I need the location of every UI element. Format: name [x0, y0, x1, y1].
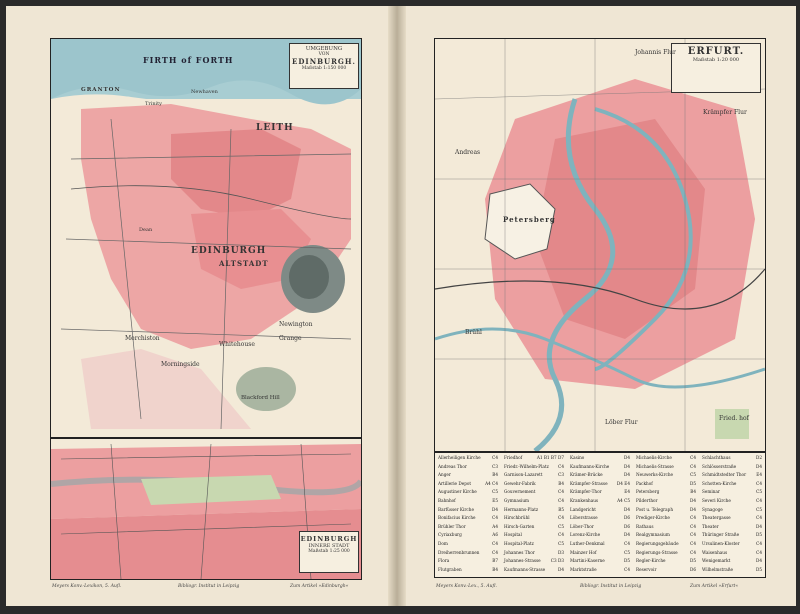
- legend-entry: [438, 541, 498, 546]
- legend-entry-name: Hermanns-Platz: [504, 506, 539, 512]
- legend-entry-name: Severi Kirche: [702, 498, 731, 503]
- legend-entry: [636, 507, 696, 512]
- legend-entry-grid: D5: [623, 558, 630, 564]
- legend-entry-grid: D4: [623, 455, 630, 460]
- edinburgh-title-box: [289, 43, 359, 89]
- edinburgh-inner-city-map: [50, 438, 362, 580]
- place-dean: Dean: [139, 227, 153, 233]
- legend-entry-grid: D6: [689, 566, 696, 572]
- erfurt-title: ERFURT.: [687, 46, 745, 57]
- place-newington: Newington: [279, 321, 313, 328]
- legend-entry: [702, 489, 762, 494]
- legend-entry-grid: C5: [558, 541, 564, 546]
- legend-entry: [504, 541, 564, 546]
- legend-entry-grid: C4: [690, 463, 696, 469]
- place-newhaven: Newhaven: [191, 89, 218, 95]
- legend-entry-grid: D4: [755, 463, 762, 469]
- legend-entry-grid: B4: [690, 489, 696, 495]
- edinburgh-map-graphics: [51, 39, 361, 437]
- legend-entry-name: Realgymnasium: [636, 532, 670, 538]
- right-footer-right: Zum Artikel »Erfurt«: [690, 584, 739, 589]
- legend-entry-name: Gymnasium: [504, 498, 530, 503]
- legend-entry-name: Schlachthaus: [702, 455, 731, 460]
- legend-entry: [702, 558, 762, 563]
- left-footer-right: Zum Artikel »Edinburgh«: [290, 584, 349, 589]
- legend-entry-name: Krämer-Brücke: [570, 472, 603, 478]
- place-blackford: Blackford Hill: [241, 395, 280, 401]
- legend-entry: [438, 567, 498, 572]
- legend-entry: [570, 532, 630, 537]
- legend-entry: [702, 524, 762, 529]
- legend-entry-name: Pilderthor: [636, 498, 658, 503]
- place-whitehouse: Whitehouse: [219, 341, 255, 348]
- legend-entry: [438, 498, 498, 503]
- legend-entry: [702, 455, 762, 460]
- legend-entry-grid: C4: [756, 549, 762, 555]
- legend-entry-name: Gewehr-Fabrik: [504, 480, 536, 486]
- legend-entry: [504, 507, 564, 512]
- legend-entry: [702, 481, 762, 486]
- legend-entry-name: Marktstraße: [570, 566, 597, 572]
- legend-entry-grid: A4 C5: [617, 498, 630, 503]
- legend-entry-grid: D4: [623, 532, 630, 538]
- legend-entry: [702, 498, 762, 503]
- inner-city-title-box: [299, 531, 359, 573]
- title-line1: UMGEBUNG: [305, 46, 343, 52]
- place-granton: GRANTON: [81, 87, 121, 93]
- legend-entry-grid: B7: [492, 558, 498, 564]
- legend-entry-grid: B4: [558, 480, 564, 486]
- legend-entry: [636, 498, 696, 503]
- legend-entry: [438, 550, 498, 555]
- legend-entry-name: Ursulinen-Kloster: [702, 541, 740, 546]
- legend-entry-grid: D5: [689, 558, 696, 564]
- legend-entry-name: Kaufmanns-Strasse: [504, 566, 546, 572]
- legend-entry-grid: C4: [690, 523, 696, 529]
- legend-entry-grid: D4: [689, 506, 696, 512]
- legend-entry-grid: E4: [756, 472, 762, 478]
- legend-entry-name: Flutgraben: [438, 566, 462, 572]
- legend-entry: [438, 455, 498, 460]
- legend-entry-grid: D4: [623, 472, 630, 478]
- legend-entry: [504, 489, 564, 494]
- legend-entry-name: Luther-Denkmal: [570, 541, 605, 546]
- legend-entry: [504, 558, 564, 563]
- legend-entry-grid: C5: [690, 472, 696, 478]
- legend-entry: [504, 567, 564, 572]
- legend-entry-grid: D5: [755, 566, 762, 572]
- legend-entry-name: Hospital: [504, 532, 522, 538]
- legend-entry: [504, 455, 564, 460]
- legend-entry-grid: C3 D3: [550, 558, 564, 564]
- legend-entry-name: Schmidtstedter Thor: [702, 472, 747, 478]
- legend-entry-name: Hirsch-Garten: [504, 523, 535, 529]
- legend-entry-name: Anger: [438, 472, 451, 478]
- legend-entry-name: Dreiherrenbrunnen: [438, 549, 480, 555]
- legend-entry-name: Löber-Thor: [570, 523, 594, 529]
- legend-entry-name: Kasino: [570, 455, 585, 460]
- legend-entry: [438, 472, 498, 477]
- legend-entry-grid: C4: [492, 455, 498, 460]
- legend-entry-grid: D6: [623, 523, 630, 529]
- place-loeber: Löber Flur: [605, 419, 638, 426]
- legend-entry-grid: C4: [690, 541, 696, 546]
- legend-entry: [570, 515, 630, 520]
- legend-entry: [702, 567, 762, 572]
- legend-entry: [636, 515, 696, 520]
- legend-entry: [570, 541, 630, 546]
- legend-entry-grid: C5: [756, 489, 762, 495]
- legend-entry: [636, 567, 696, 572]
- legend-entry: [504, 515, 564, 520]
- left-footer-left: Meyers Konv.-Lexikon, 5. Aufl.: [52, 584, 122, 589]
- legend-entry: [438, 507, 498, 512]
- legend-entry: [636, 524, 696, 529]
- legend-entry: [702, 515, 762, 520]
- legend-entry-grid: C4: [558, 498, 564, 503]
- legend-entry-grid: D4: [623, 463, 630, 469]
- legend-entry-grid: C4: [690, 515, 696, 521]
- legend-entry-grid: C5: [558, 523, 564, 529]
- legend-entry-name: Regierungsgebäude: [636, 541, 679, 546]
- legend-entry-name: Barfüsser Kirche: [438, 506, 474, 512]
- legend-entry-grid: C4: [690, 549, 696, 555]
- legend-entry-name: Regierungs-Strasse: [636, 549, 678, 555]
- legend-entry-grid: D4 E4: [616, 480, 630, 486]
- legend-entry-name: Landgericht: [570, 506, 596, 512]
- legend-entry-grid: C5: [624, 549, 630, 555]
- legend-entry-name: Mainzer Hof: [570, 549, 597, 555]
- legend-entry-name: Johannes-Strasse: [504, 558, 541, 564]
- place-friedhof: Fried. hof: [719, 415, 749, 422]
- inner-title-line1: EDINBURGH: [300, 535, 358, 543]
- legend-entry-name: Theatergasse: [702, 515, 731, 521]
- legend-entry-grid: C4: [624, 541, 630, 546]
- book-gutter: [388, 6, 406, 606]
- legend-entry-grid: C4: [558, 515, 564, 521]
- legend-entry: [702, 541, 762, 546]
- legend-entry-name: Post u. Telegraph: [636, 506, 674, 512]
- legend-entry-grid: C4: [756, 515, 762, 521]
- legend-entry-grid: D4: [623, 506, 630, 512]
- title-line3: EDINBURGH.: [292, 57, 356, 66]
- map-scale: Maßstab 1:150 000: [301, 66, 347, 71]
- edinburgh-surroundings-map: [50, 38, 362, 438]
- legend-entry: [702, 507, 762, 512]
- legend-entry-grid: D4: [755, 523, 762, 529]
- legend-entry: [636, 472, 696, 477]
- legend-entry-name: Allerheiligen Kirche: [438, 455, 481, 460]
- legend-entry-name: Hirschbrühl: [504, 515, 530, 521]
- legend-entry: [570, 481, 630, 486]
- legend-entry-grid: C4: [756, 541, 762, 546]
- legend-entry-name: Seminar: [702, 489, 720, 495]
- legend-entry: [438, 481, 498, 486]
- legend-entry: [636, 541, 696, 546]
- legend-entry-name: Lorenz-Kirche: [570, 532, 601, 538]
- legend-entry-name: Packhof: [636, 480, 653, 486]
- legend-entry-grid: B4: [492, 472, 498, 478]
- legend-entry-grid: C4: [492, 541, 498, 546]
- legend-entry: [438, 532, 498, 537]
- legend-entry: [570, 524, 630, 529]
- legend-entry-name: Flora: [438, 558, 450, 564]
- legend-entry-name: Prediger-Kirche: [636, 515, 670, 521]
- legend-entry-grid: C4: [558, 489, 564, 495]
- legend-entry-grid: A6: [492, 532, 498, 538]
- legend-entry: [570, 498, 630, 503]
- legend-entry-name: Schlösserstraße: [702, 463, 737, 469]
- legend-entry-grid: A4: [492, 523, 498, 529]
- legend-entry-name: Wilhelmstraße: [702, 566, 733, 572]
- left-footer-center: Bibliogr. Institut in Leipzig: [178, 584, 240, 589]
- legend-entry-name: Artillerie Depot: [438, 480, 472, 486]
- legend-entry-name: Bahnhof: [438, 498, 456, 503]
- legend-entry: [702, 550, 762, 555]
- legend-entry: [636, 455, 696, 460]
- legend-entry: [504, 472, 564, 477]
- legend-entry: [438, 464, 498, 469]
- legend-entry-grid: D3: [557, 549, 564, 555]
- legend-entry-name: Neuwerks-Kirche: [636, 472, 673, 478]
- legend-entry-grid: C4: [492, 515, 498, 521]
- legend-entry: [504, 481, 564, 486]
- place-kraempfer: Krämpfer Flur: [703, 109, 747, 116]
- legend-entry: [504, 550, 564, 555]
- legend-entry-grid: A4 C4: [485, 480, 498, 486]
- legend-entry: [570, 567, 630, 572]
- legend-entry-grid: C4: [690, 532, 696, 538]
- legend-entry: [438, 489, 498, 494]
- legend-entry-grid: C3: [492, 463, 498, 469]
- legend-entry: [636, 558, 696, 563]
- erfurt-title-box: [671, 43, 761, 93]
- right-footer-center: Bibliogr. Institut in Leipzig: [580, 584, 642, 589]
- legend-entry-name: Martini-Kaserne: [570, 558, 605, 564]
- legend-entry-name: Petersberg: [636, 489, 660, 495]
- legend-entry-name: Michaelis-Kirche: [636, 455, 672, 460]
- legend-entry-grid: C4: [624, 566, 630, 572]
- legend-entry-grid: D4: [557, 566, 564, 572]
- legend-entry-grid: C4: [690, 455, 696, 460]
- legend-entry: [702, 464, 762, 469]
- legend-entry-name: Kaufmanns-Kirche: [570, 463, 610, 469]
- legend-entry-name: Garnison-Lazarett: [504, 472, 543, 478]
- legend-entry-name: Regler-Kirche: [636, 558, 666, 564]
- erfurt-scale: Maßstab 1:20 000: [692, 57, 740, 63]
- place-altstadt: ALTSTADT: [219, 259, 269, 268]
- inner-title-line2: INNERE STADT: [308, 543, 350, 549]
- legend-entry-name: Krämpfer-Strasse: [570, 480, 608, 486]
- legend-entry-grid: C5: [756, 506, 762, 512]
- erfurt-legend: [434, 452, 766, 578]
- firth-label: FIRTH of FORTH: [143, 55, 234, 65]
- legend-entry-name: Schotten-Kirche: [702, 480, 737, 486]
- legend-entry-grid: C3: [558, 472, 564, 478]
- legend-entry-name: Friedr.-Wilhelm-Platz: [504, 463, 549, 469]
- legend-entry-name: Augustiner Kirche: [438, 489, 477, 495]
- legend-entry-grid: C4: [492, 549, 498, 555]
- legend-entry: [438, 558, 498, 563]
- legend-entry: [636, 489, 696, 494]
- place-bruehl: Brühl: [465, 329, 482, 336]
- legend-entry: [504, 532, 564, 537]
- legend-entry-name: Wenigemarkt: [702, 558, 731, 564]
- place-leith: LEITH: [256, 123, 294, 133]
- legend-entry-name: Theater: [702, 523, 719, 529]
- legend-entry: [636, 532, 696, 537]
- legend-entry-name: Reservoir: [636, 566, 657, 572]
- legend-entry: [570, 507, 630, 512]
- legend-entry-name: Krämpfer-Thor: [570, 489, 602, 495]
- legend-entry-grid: A1 B1 B7 D7: [536, 455, 564, 460]
- place-grange: Grange: [279, 335, 302, 342]
- place-edinburgh: EDINBURGH: [191, 246, 267, 256]
- legend-entry-grid: D4: [491, 506, 498, 512]
- legend-entry-grid: C5: [492, 489, 498, 495]
- legend-entry: [570, 558, 630, 563]
- legend-entry-grid: D4: [755, 558, 762, 564]
- place-johannis: Johannis Flur: [635, 49, 676, 56]
- legend-entry-grid: C4: [558, 463, 564, 469]
- legend-entry: [570, 455, 630, 460]
- legend-entry-grid: D5: [755, 532, 762, 538]
- legend-entry-name: Bonifacius Kirche: [438, 515, 476, 521]
- legend-entry: [570, 464, 630, 469]
- legend-entry: [702, 532, 762, 537]
- legend-entry: [570, 550, 630, 555]
- legend-entry-name: Waisenhaus: [702, 549, 728, 555]
- legend-entry-name: Löberstrasse: [570, 515, 598, 521]
- legend-entry: [636, 464, 696, 469]
- erfurt-map-graphics: [435, 39, 765, 451]
- title-line2: VON: [318, 52, 330, 57]
- legend-entry-name: Dom: [438, 541, 448, 546]
- legend-entry-grid: C4: [756, 480, 762, 486]
- legend-entry-grid: D4: [689, 498, 696, 503]
- legend-entry: [636, 481, 696, 486]
- legend-entry-grid: D6: [623, 515, 630, 521]
- legend-entry-grid: D2: [755, 455, 762, 460]
- legend-entry-name: Thüringer Straße: [702, 532, 740, 538]
- legend-entry: [504, 498, 564, 503]
- legend-entry-name: Brühler Thor: [438, 523, 466, 529]
- legend-entry-grid: E4: [624, 489, 630, 495]
- legend-entry: [438, 515, 498, 520]
- legend-entry-name: Hospital-Platz: [504, 541, 534, 546]
- legend-entry-name: Andreas Thor: [438, 463, 467, 469]
- legend-entry-name: Rathaus: [636, 523, 654, 529]
- legend-entry: [570, 472, 630, 477]
- legend-entry-grid: B4: [492, 566, 498, 572]
- legend-entry: [504, 464, 564, 469]
- legend-entry-name: Johannes Thor: [504, 549, 535, 555]
- legend-entry-name: Synagoge: [702, 506, 723, 512]
- legend-entry-name: Michaelis-Strasse: [636, 463, 674, 469]
- legend-entry-name: Friedhof: [504, 455, 523, 460]
- legend-entry-name: Cyriaxburg: [438, 532, 462, 538]
- place-morningside: Morningside: [161, 361, 200, 368]
- legend-entry-grid: D5: [689, 480, 696, 486]
- legend-entry: [570, 489, 630, 494]
- place-trinity: Trinity: [145, 101, 162, 107]
- legend-entry: [702, 472, 762, 477]
- legend-entry-grid: C4: [558, 532, 564, 538]
- place-merchiston: Merchiston: [125, 335, 160, 342]
- legend-entry-name: Krankenhaus: [570, 498, 599, 503]
- legend-entry: [438, 524, 498, 529]
- legend-entry-grid: C4: [756, 498, 762, 503]
- legend-entry-grid: B5: [558, 506, 564, 512]
- place-petersberg: Petersberg: [503, 215, 556, 224]
- erfurt-map: [434, 38, 766, 452]
- legend-entry-grid: E5: [492, 498, 498, 503]
- inner-scale: Maßstab 1:25 000: [308, 549, 350, 554]
- legend-entry: [504, 524, 564, 529]
- place-andreas: Andreas: [455, 149, 481, 156]
- legend-entry: [636, 550, 696, 555]
- right-footer-left: Meyers Konv.-Lex., 5. Aufl.: [436, 584, 497, 589]
- legend-entry-name: Gouvernement: [504, 489, 536, 495]
